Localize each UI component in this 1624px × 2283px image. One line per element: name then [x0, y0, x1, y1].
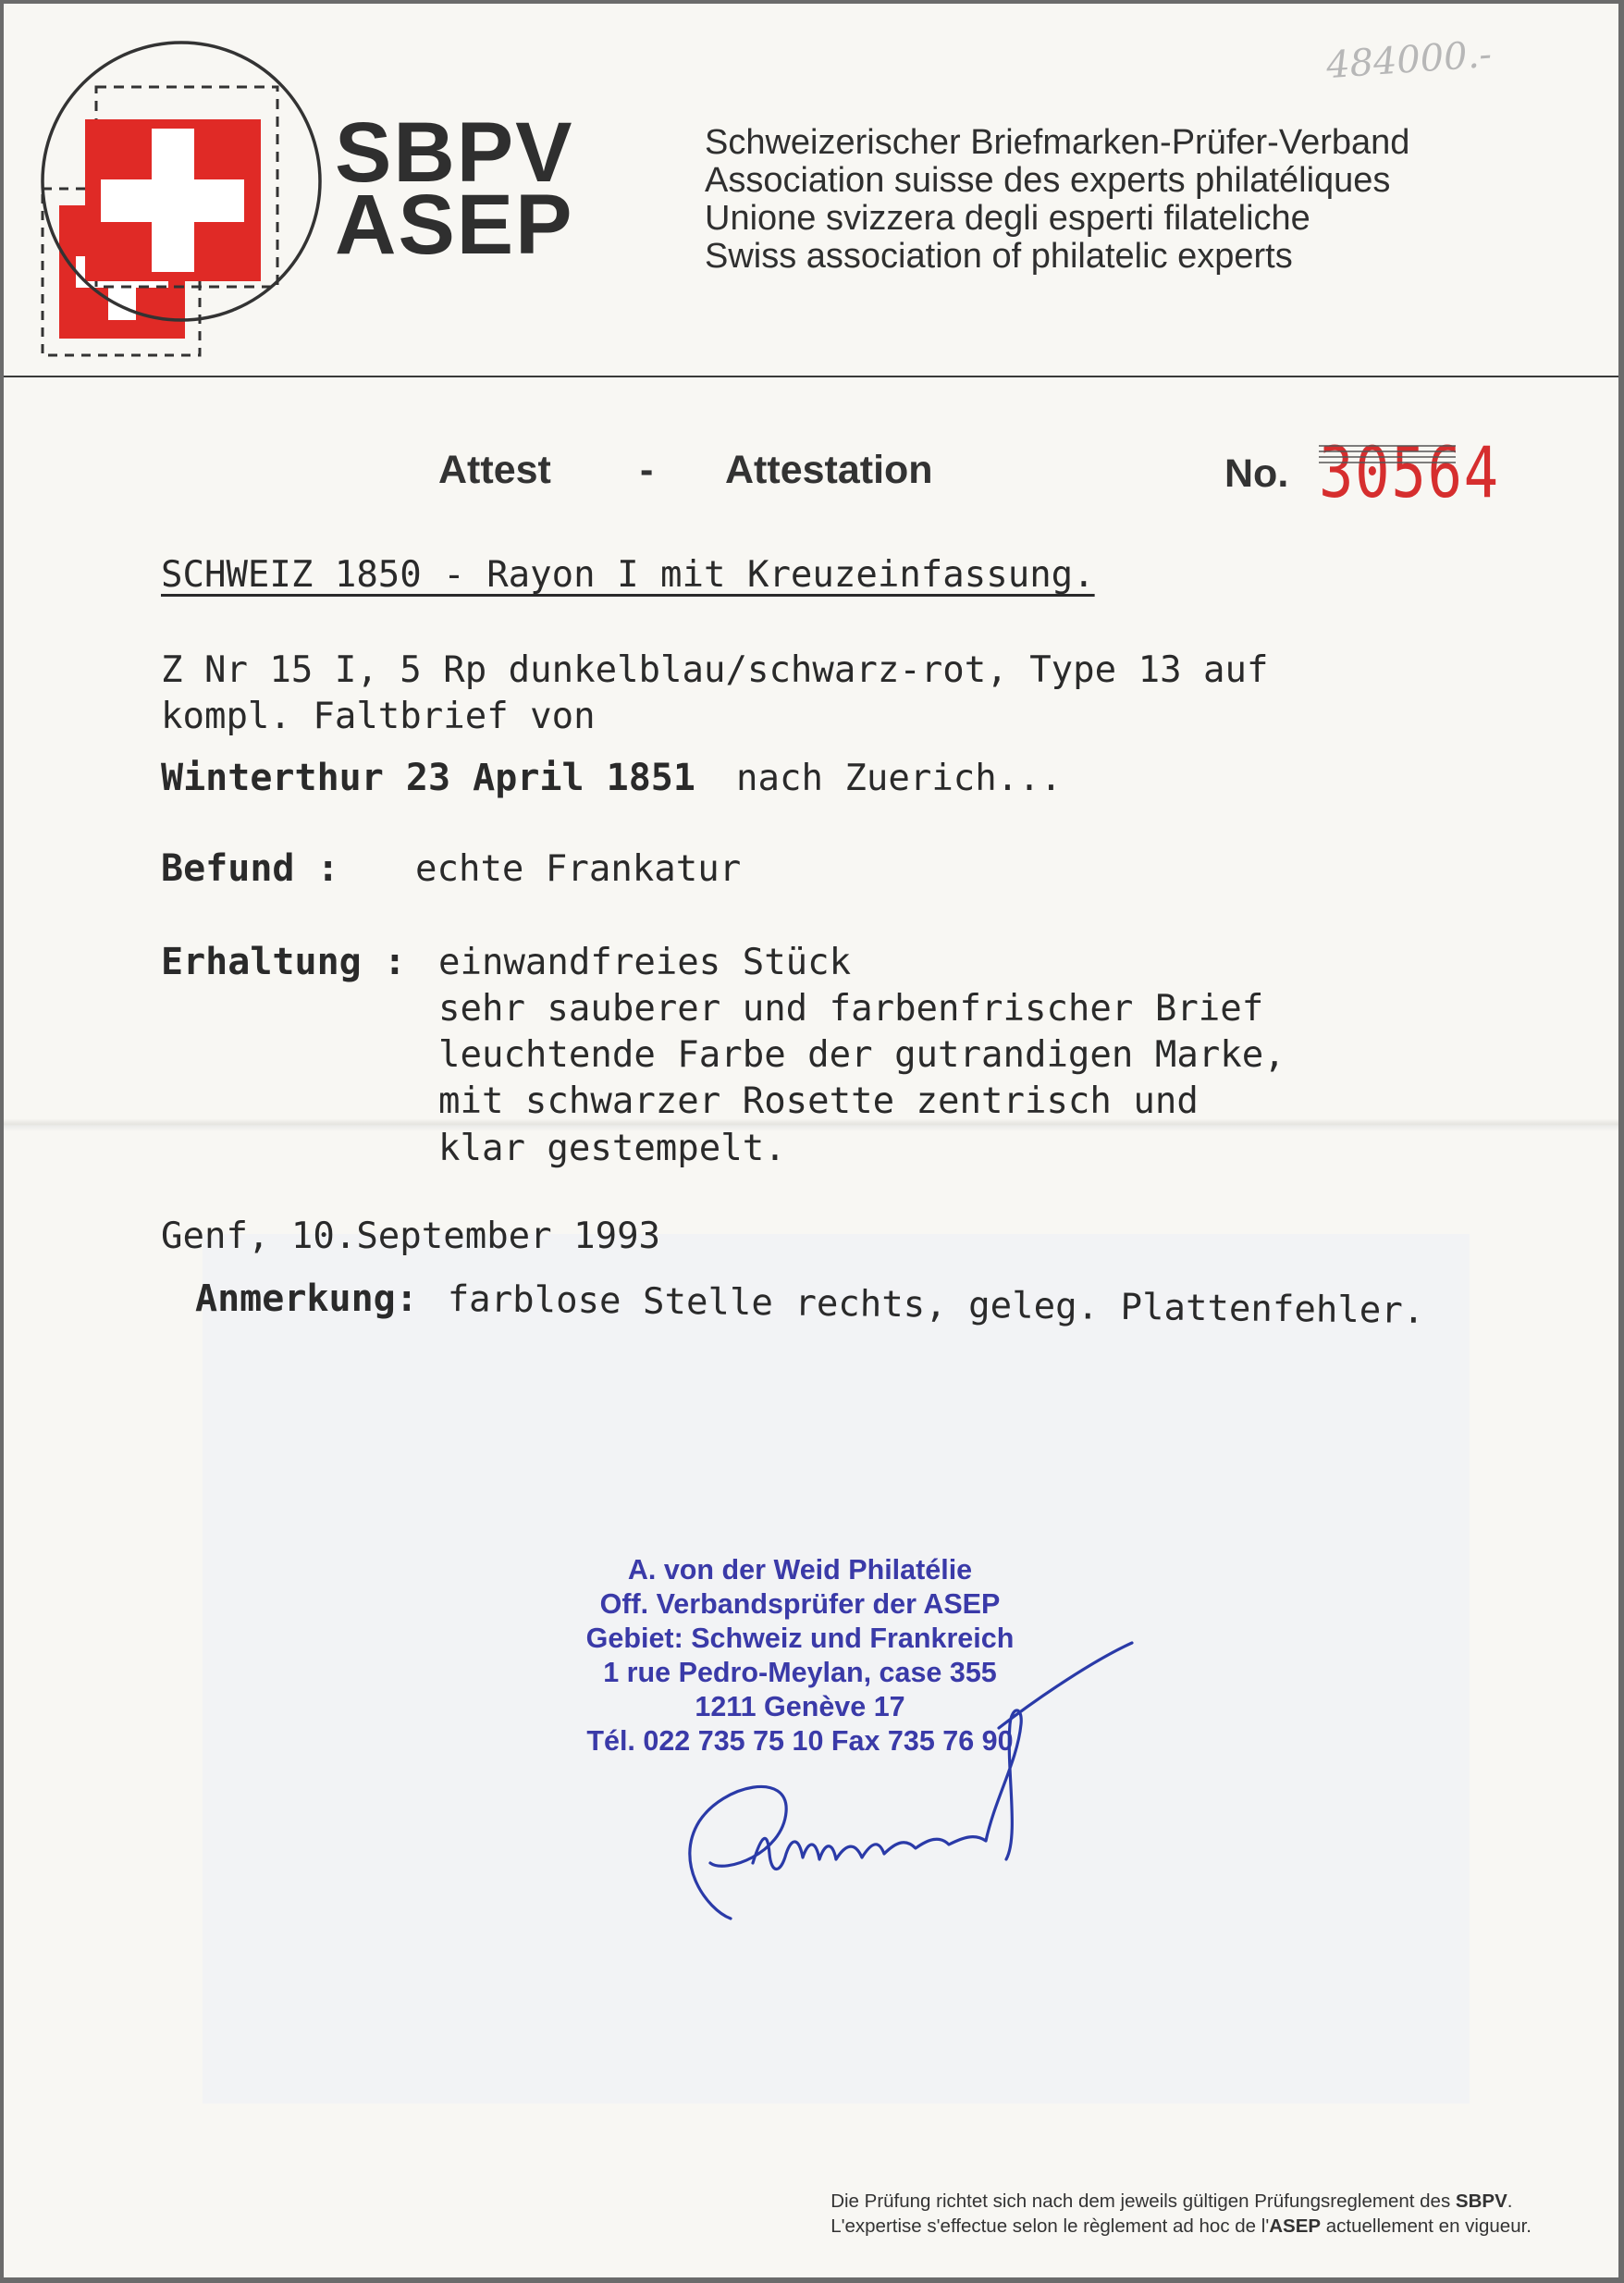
header-divider: [4, 376, 1618, 377]
stamp-line: A. von der Weid Philatélie: [627, 1554, 973, 1586]
befund-value: echte Frankatur: [415, 848, 742, 890]
route-origin: Winterthur 23 April 1851: [161, 757, 695, 799]
remark-value: farblose Stelle rechts, geleg. Plattenfehler.: [447, 1278, 1425, 1332]
association-name-it: Unione svizzera degli esperti filateliche: [705, 199, 1310, 238]
footer-line-fr: [830, 2214, 1532, 2239]
erhaltung-line: sehr sauberer und farbenfrischer Brief: [438, 988, 1264, 1030]
footer-line-de: [830, 2189, 1532, 2214]
description-line-2: kompl. Faltbrief von: [161, 696, 596, 737]
erhaltung-line: klar gestempelt.: [438, 1128, 786, 1169]
association-name-de: Schweizerischer Briefmarken-Prüfer-Verband: [705, 123, 1410, 162]
route-destination: nach Zuerich...: [736, 758, 1063, 799]
erhaltung-label: Erhaltung :: [161, 941, 406, 983]
erhaltung-line: leuchtende Farbe der gutrandigen Marke,: [438, 1034, 1286, 1076]
certificate-sheet: [4, 4, 1618, 2277]
association-name-fr: Association suisse des experts philatéliques: [705, 161, 1391, 200]
stamp-line: Gebiet: Schweiz und Frankreich: [585, 1623, 1015, 1654]
stamp-line: 1 rue Pedro-Meylan, case 355: [603, 1657, 997, 1688]
erhaltung-line: einwandfreies Stück: [438, 942, 852, 983]
brand-sbpv: SBPV: [335, 105, 574, 200]
footer-text: L'expertise s'effectue selon le règlement ad hoc de l': [830, 2215, 1270, 2237]
pencil-price-note: 484000.-: [1324, 32, 1494, 88]
place-date: Genf, 10.September 1993: [161, 1216, 661, 1257]
stamp-heading: SCHWEIZ 1850 - Rayon I mit Kreuzeinfassung.: [161, 554, 1095, 596]
stamp-line: Off. Verbandsprüfer der ASEP: [599, 1588, 1001, 1620]
footer-text: .: [1507, 2190, 1513, 2212]
title-attestation: Attestation: [725, 448, 933, 492]
footer-text: actuellement en vigueur.: [1321, 2215, 1532, 2237]
footer-notice: [830, 2189, 1532, 2239]
number-strike-lines: [1317, 438, 1465, 512]
remark-label: Anmerkung:: [195, 1277, 418, 1320]
footer-bold: ASEP: [1269, 2215, 1322, 2237]
signature-icon: [651, 1632, 1298, 1937]
description-line-1: Z Nr 15 I, 5 Rp dunkelblau/schwarz-rot, Type 13 auf: [161, 649, 1269, 691]
stamp-line: Tél. 022 735 75 10 Fax 735 76 90: [586, 1725, 1014, 1757]
brand-asep: ASEP: [335, 178, 574, 272]
certificate-number: 30564: [1319, 431, 1500, 513]
association-name-en: Swiss association of philatelic experts: [705, 237, 1293, 276]
befund-label: Befund :: [161, 847, 339, 890]
title-attest: Attest: [438, 448, 551, 492]
erhaltung-line: mit schwarzer Rosette zentrisch und: [438, 1080, 1199, 1122]
title-dash: -: [640, 448, 654, 492]
certificate-number-label: No.: [1224, 451, 1289, 496]
stamp-line: 1211 Genève 17: [695, 1691, 905, 1722]
sbpv-logo-icon: [22, 31, 337, 383]
footer-bold: SBPV: [1455, 2190, 1507, 2212]
footer-text: Die Prüfung richtet sich nach dem jeweils gültigen Prüfungsreglement des: [830, 2190, 1456, 2212]
